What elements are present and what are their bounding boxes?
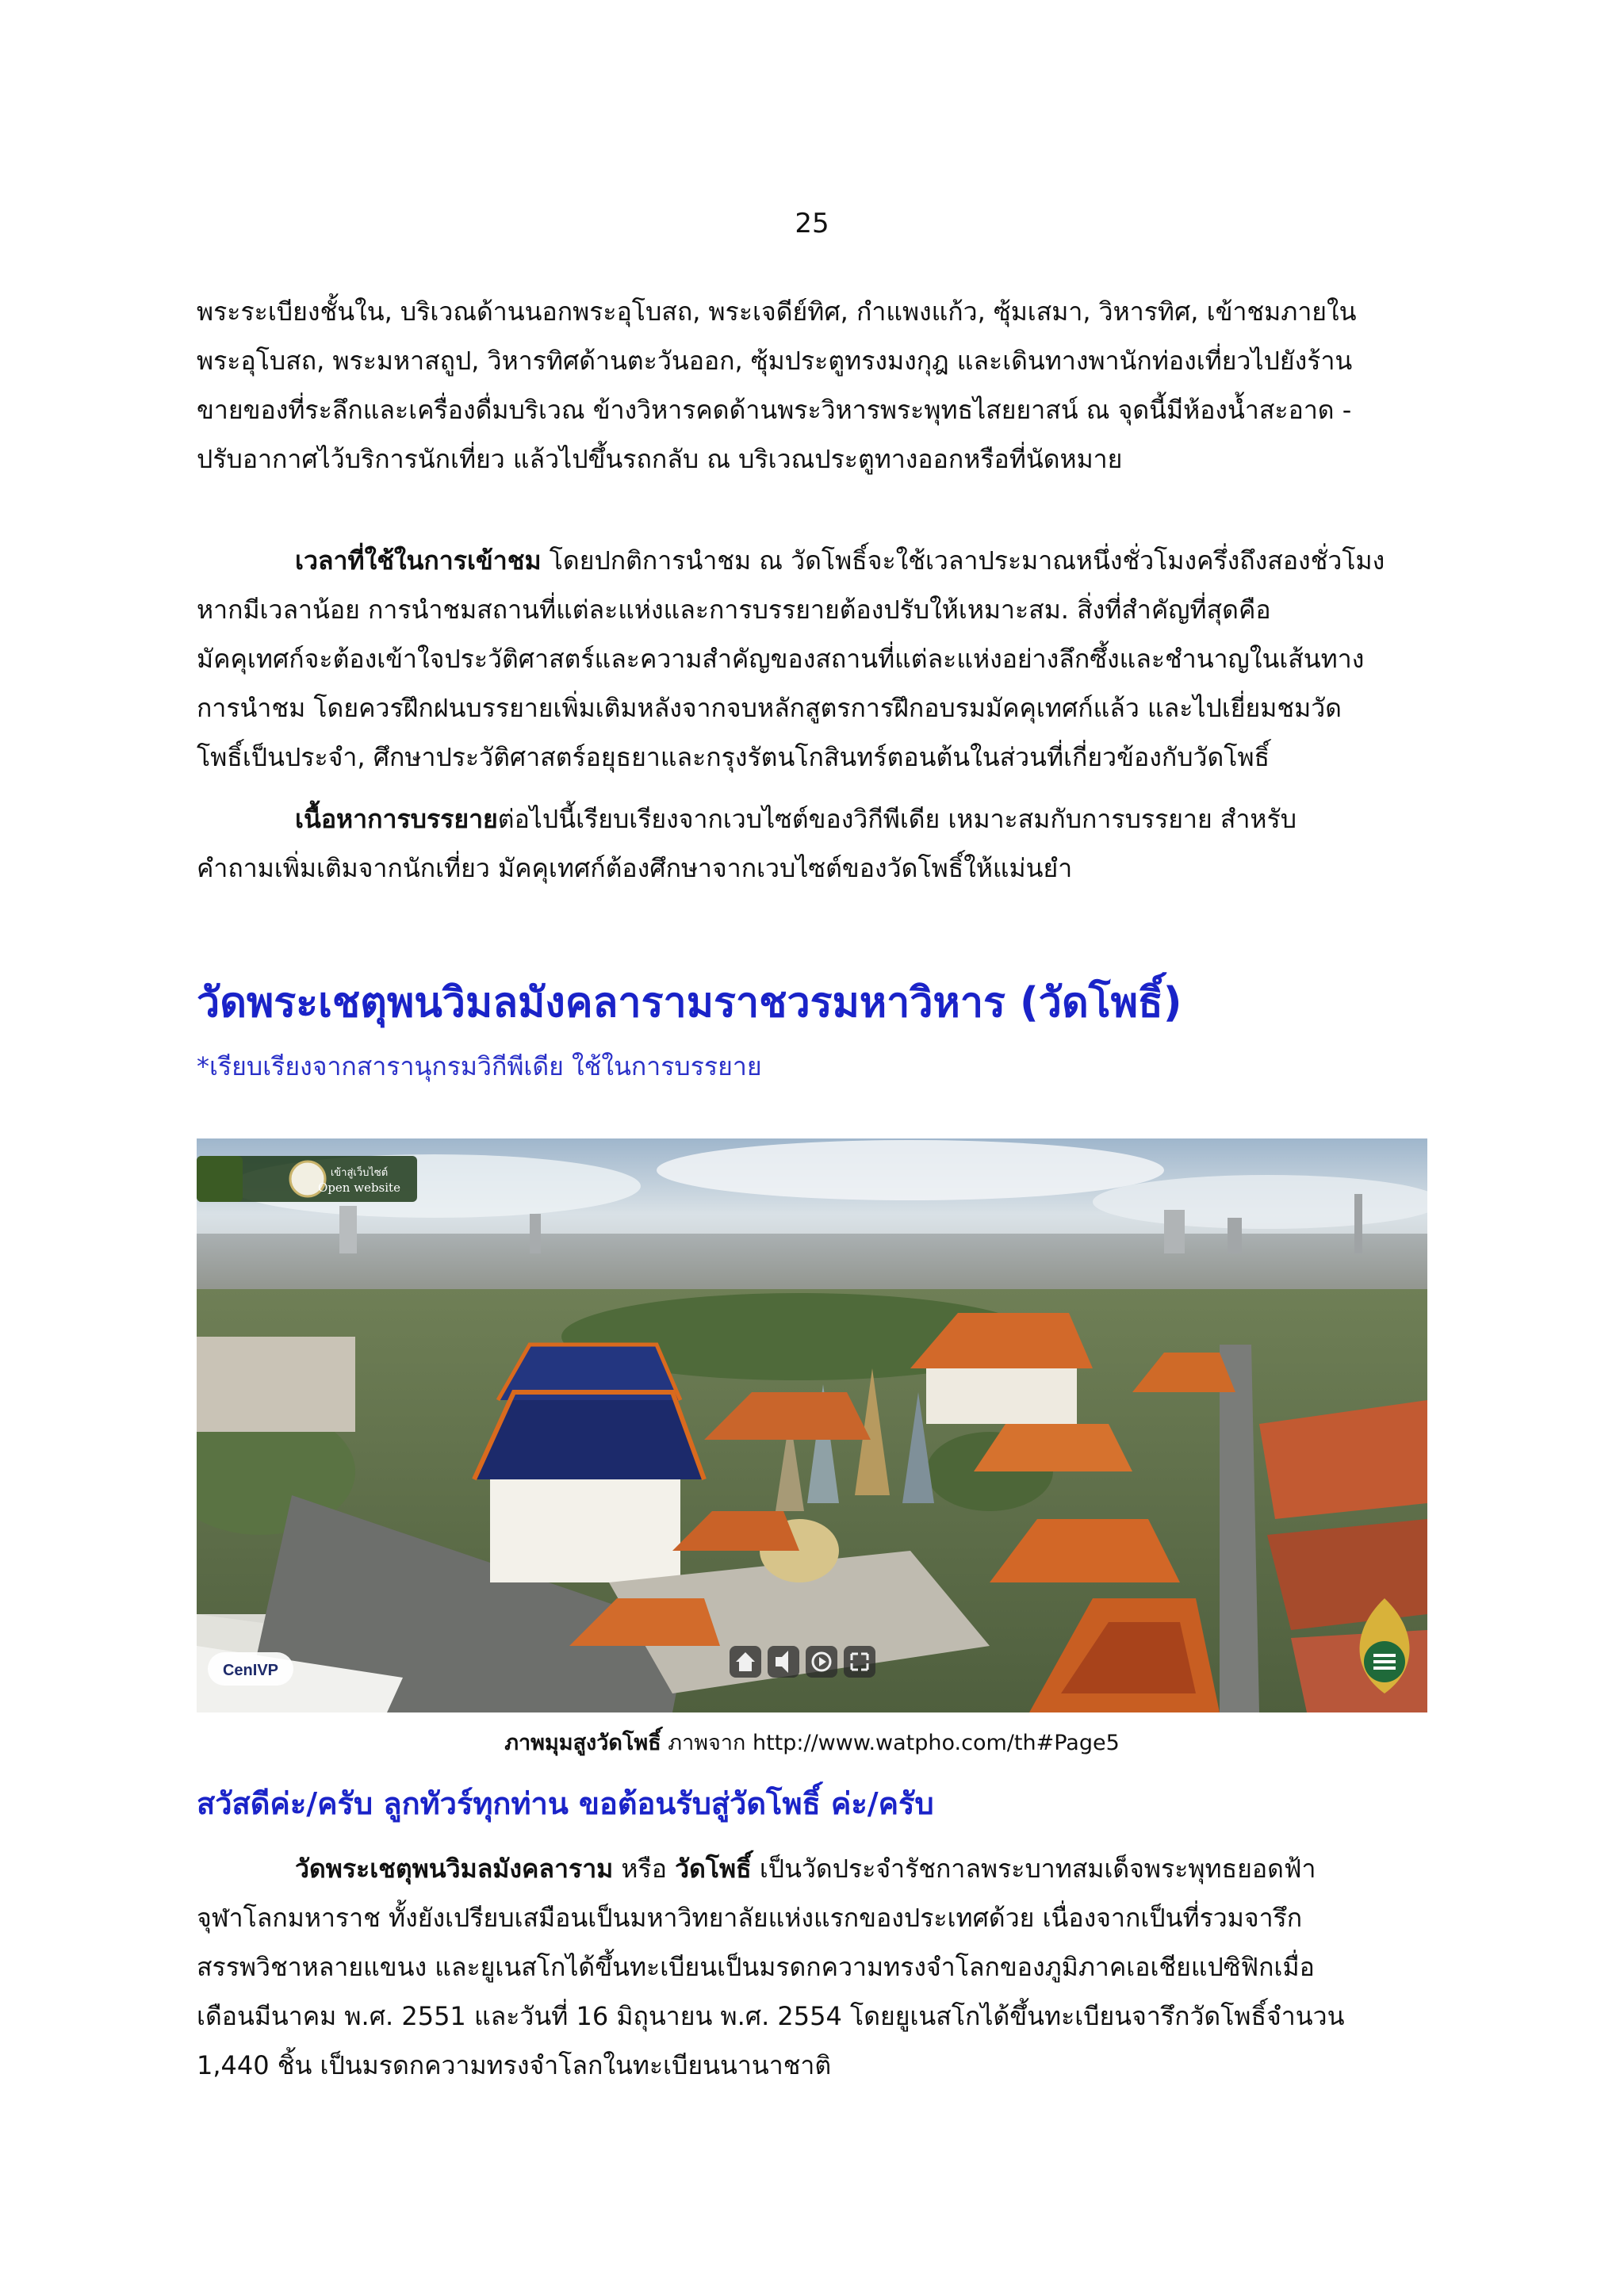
bold-lead: เนื้อหาการบรรยาย: [295, 804, 498, 834]
paragraph-lecture-content: [197, 794, 1434, 893]
paragraph-line: หากมีเวลาน้อย การนำชมสถานที่แต่ละแห่งและการบรรยายต้องปรับให้เหมาะสม. สิ่งที่สำคัญที่สุดคือ: [197, 595, 1271, 625]
paragraph-line: เดือนมีนาคม พ.ศ. 2551 และวันที่ 16 มิถุนายน พ.ศ. 2554 โดยยูเนสโกได้ขึ้นทะเบียนจารึกวัดโพธิ์จำนวน: [197, 2001, 1345, 2031]
bold-lead: เวลาที่ใช้ในการเข้าชม: [295, 545, 542, 576]
paragraph-line: การนำชม โดยควรฝึกฝนบรรยายเพิ่มเติมหลังจากจบหลักสูตรการฝึกอบรมมัคคุเทศก์แล้ว และไปเยี่ยมชมวัด: [197, 693, 1342, 723]
section-note: *เรียบเรียงจากสารานุกรมวิกีพีเดีย ใช้ในการบรรยาย: [197, 1051, 762, 1081]
paragraph-line: คำถามเพิ่มเติมจากนักเที่ยว มัคคุเทศก์ต้องศึกษาจากเวบไซต์ของวัดโพธิ์ให้แม่นยำ: [197, 853, 1073, 883]
paragraph-tour-route: [197, 287, 1434, 484]
paragraph-line: มัคคุเทศก์จะต้องเข้าใจประวัติศาสตร์และความสำคัญของสถานที่แต่ละแห่งอย่างลึกซึ้งและชำนาญในเส้นทาง: [197, 644, 1365, 674]
cenivp-logo-text: CenIVP: [222, 1662, 279, 1679]
section-heading: วัดพระเชตุพนวิมลมังคลารามราชวรมหาวิหาร (วัดโพธิ์): [197, 979, 1182, 1027]
paragraph-line: พระระเบียงชั้นใน, บริเวณด้านนอกพระอุโบสถ, พระเจดีย์ทิศ, กำแพงแก้ว, ซุ้มเสมา, วิหารทิศ, เข้าชมภายใน: [197, 297, 1357, 327]
paragraph-visit-duration: [197, 536, 1434, 782]
open-website-label: Open website: [318, 1181, 400, 1195]
bold-mid: วัดโพธิ์: [675, 1854, 752, 1884]
paragraph-line: โดยปกติการนำชม ณ วัดโพธิ์จะใช้เวลาประมาณหนึ่งชั่วโมงครึ่งถึงสองชั่วโมง: [541, 545, 1385, 576]
paragraph-text: หรือ: [613, 1854, 676, 1884]
photo-caption: [197, 1725, 1427, 1759]
caption-bold: ภาพมุมสูงวัดโพธิ์: [504, 1731, 661, 1755]
paragraph-line: สรรพวิชาหลายแขนง และยูเนสโกได้ขึ้นทะเบียนเป็นมรดกความทรงจำโลกของภูมิภาคเอเชียแปซิฟิกเมื่อ: [197, 1952, 1315, 1982]
open-website-thai-label: เข้าสู่เว็บไซต์: [330, 1167, 389, 1179]
paragraph-line: ขายของที่ระลึกและเครื่องดื่มบริเวณ ข้างวิหารคดด้านพระวิหารพระพุทธไสยยาสน์ ณ จุดนี้มีห้องน้ำสะอาด -: [197, 395, 1352, 425]
paragraph-line: จุฬาโลกมหาราช ทั้งยังเปรียบเสมือนเป็นมหาวิทยาลัยแห่งแรกของประเทศด้วย เนื่องจากเป็นที่รวมจารึก: [197, 1903, 1303, 1933]
aerial-photo-illustration: [197, 1138, 1427, 1712]
page-number: 25: [795, 208, 829, 239]
paragraph-line: โพธิ์เป็นประจำ, ศึกษาประวัติศาสตร์อยุธยาและกรุงรัตนโกสินทร์ตอนต้นในส่วนที่เกี่ยวข้องกับวัดโพธิ์: [197, 742, 1270, 772]
caption-source: ภาพจาก http://www.watpho.com/th#Page5: [661, 1731, 1120, 1755]
greeting-heading: สวัสดีค่ะ/ครับ ลูกทัวร์ทุกท่าน ขอต้อนรับสู่วัดโพธิ์ ค่ะ/ครับ: [197, 1786, 934, 1821]
paragraph-line: พระอุโบสถ, พระมหาสถูป, วิหารทิศด้านตะวันออก, ซุ้มประตูทรงมงกุฎ และเดินทางพานักท่องเที่ยวไปยังร้าน: [197, 346, 1353, 376]
paragraph-wat-pho-intro: [197, 1844, 1434, 2090]
paragraph-line: ปรับอากาศไว้บริการนักเที่ยว แล้วไปขึ้นรถกลับ ณ บริเวณประตูทางออกหรือที่นัดหมาย: [197, 444, 1123, 474]
bold-lead: วัดพระเชตุพนวิมลมังคลาราม: [295, 1854, 614, 1884]
aerial-photo-wat-pho: [197, 1138, 1427, 1712]
paragraph-line: ต่อไปนี้เรียบเรียงจากเวบไซต์ของวิกีพีเดีย เหมาะสมกับการบรรยาย สำหรับ: [497, 804, 1297, 834]
paragraph-line: 1,440 ชิ้น เป็นมรดกความทรงจำโลกในทะเบียนนานาชาติ: [197, 2050, 832, 2080]
paragraph-line: เป็นวัดประจำรัชกาลพระบาทสมเด็จพระพุทธยอดฟ้า: [751, 1854, 1316, 1884]
